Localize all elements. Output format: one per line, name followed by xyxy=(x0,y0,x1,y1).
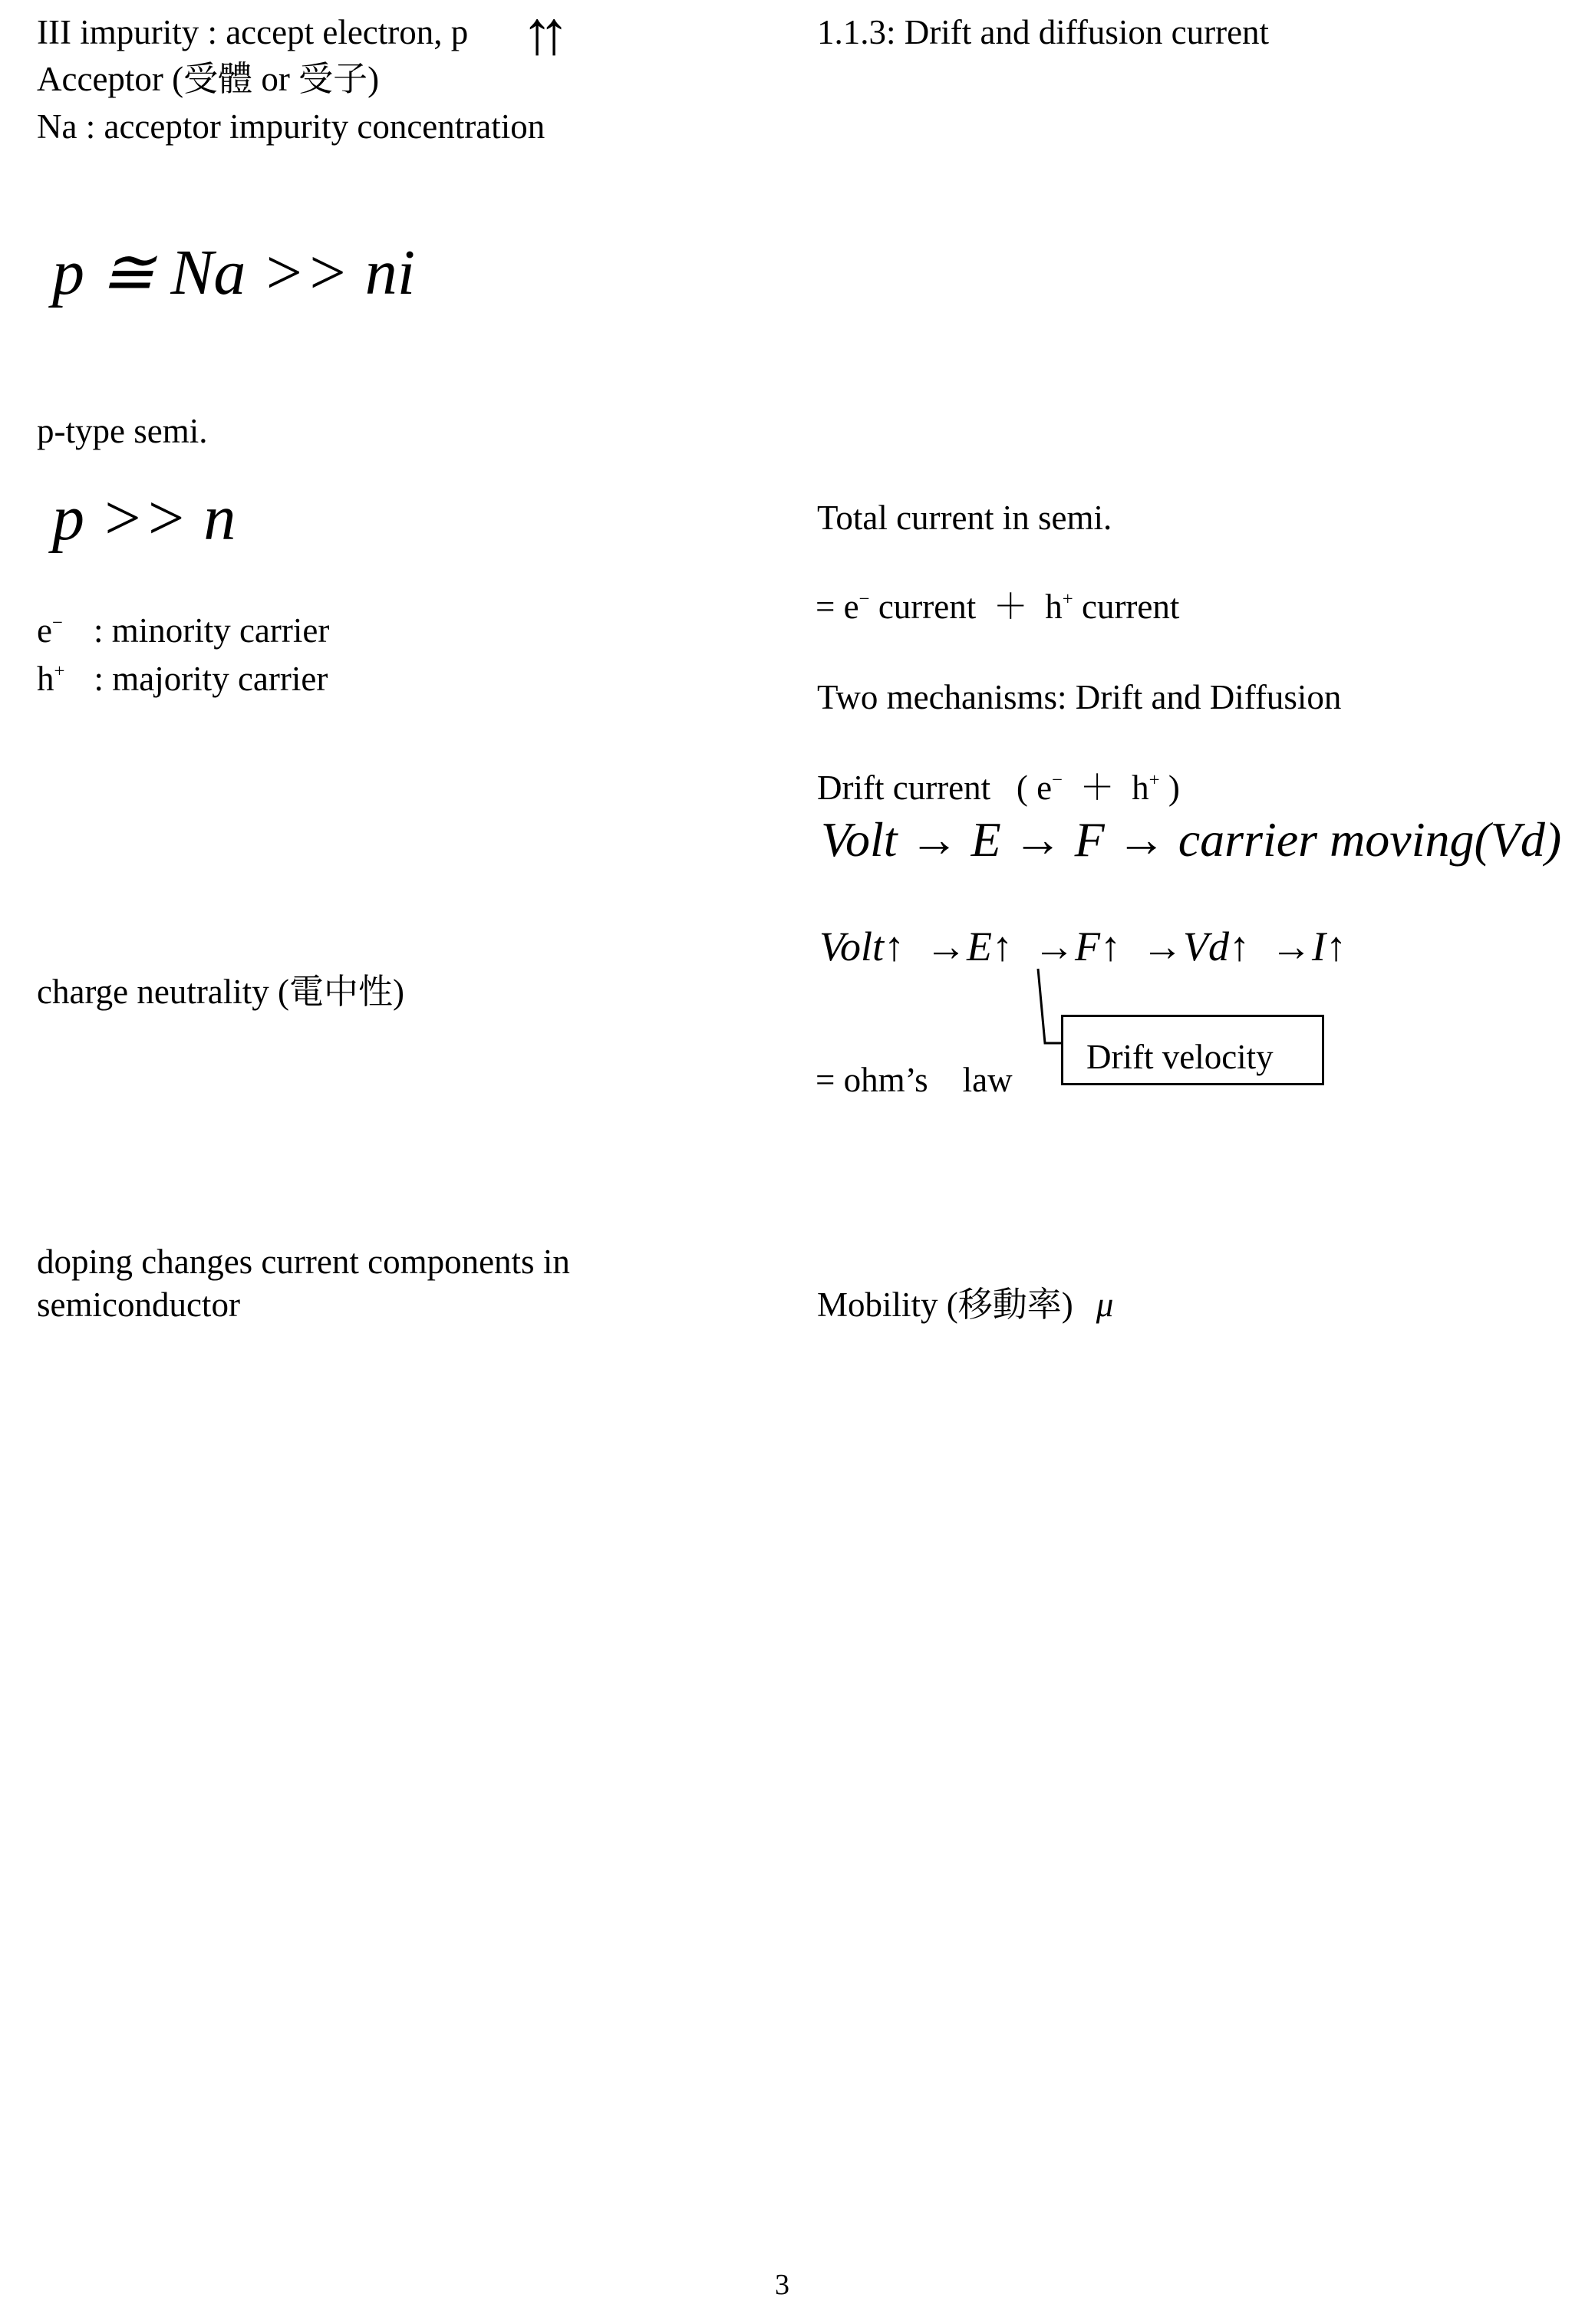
minority-text: : minority carrier xyxy=(93,611,330,650)
sum-e: = e xyxy=(816,588,859,626)
callout-text: Drift velocity xyxy=(1086,1038,1274,1076)
drift-e: Drift current ( e xyxy=(817,769,1053,807)
equation-p-na-ni: p ≅ Na >> ni xyxy=(52,237,416,308)
drift-e-sup: − xyxy=(1052,769,1063,791)
page-number: 3 xyxy=(775,2269,789,2301)
acceptor-line: Acceptor (受體 or 受子) xyxy=(37,60,380,98)
drift-velocity-callout xyxy=(1061,1015,1324,1085)
mobility xyxy=(817,1285,1113,1325)
plus-sup: + xyxy=(54,660,65,682)
drift-close: ) xyxy=(1159,769,1180,807)
sum-current: current xyxy=(1073,588,1180,626)
doping-line-1: doping changes current components in xyxy=(37,1243,570,1281)
charge-neutrality: charge neutrality (電中性) xyxy=(37,973,405,1011)
equation-p-n: p >> n xyxy=(52,482,236,554)
na-line: Na : acceptor impurity concentration xyxy=(37,107,545,146)
section-heading: 1.1.3: Drift and diffusion current xyxy=(817,13,1270,51)
drift-h-sup: + xyxy=(1148,769,1160,791)
drift-h: ＋ h xyxy=(1063,769,1149,807)
sum-e-sup: − xyxy=(858,588,870,610)
mobility-text: Mobility (移動率) xyxy=(817,1285,1073,1324)
equation-increase-chain: Volt↑ →E↑ →F↑ →Vd↑ →I↑ xyxy=(819,923,1346,969)
equation-drift-chain: Volt → E → F → carrier moving(Vd) xyxy=(821,812,1562,867)
total-current: Total current in semi. xyxy=(817,499,1112,537)
hole-symbol: h xyxy=(37,660,54,698)
doping-line-2: semiconductor xyxy=(37,1285,240,1324)
double-up-arrow-icon: ↑↑ xyxy=(522,0,555,67)
mu-symbol: μ xyxy=(1096,1285,1114,1324)
impurity-text: III impurity : accept electron, p xyxy=(37,13,469,51)
sum-h: current ＋ h xyxy=(869,588,1063,626)
sum-h-sup: + xyxy=(1062,588,1073,610)
ohms-law: = ohm’s law xyxy=(816,1061,1013,1099)
electron-symbol: e xyxy=(37,611,52,650)
minus-sup: − xyxy=(51,612,63,634)
p-type-label: p-type semi. xyxy=(37,412,208,450)
two-mechanisms: Two mechanisms: Drift and Diffusion xyxy=(817,678,1342,716)
majority-text: : majority carrier xyxy=(94,660,328,698)
